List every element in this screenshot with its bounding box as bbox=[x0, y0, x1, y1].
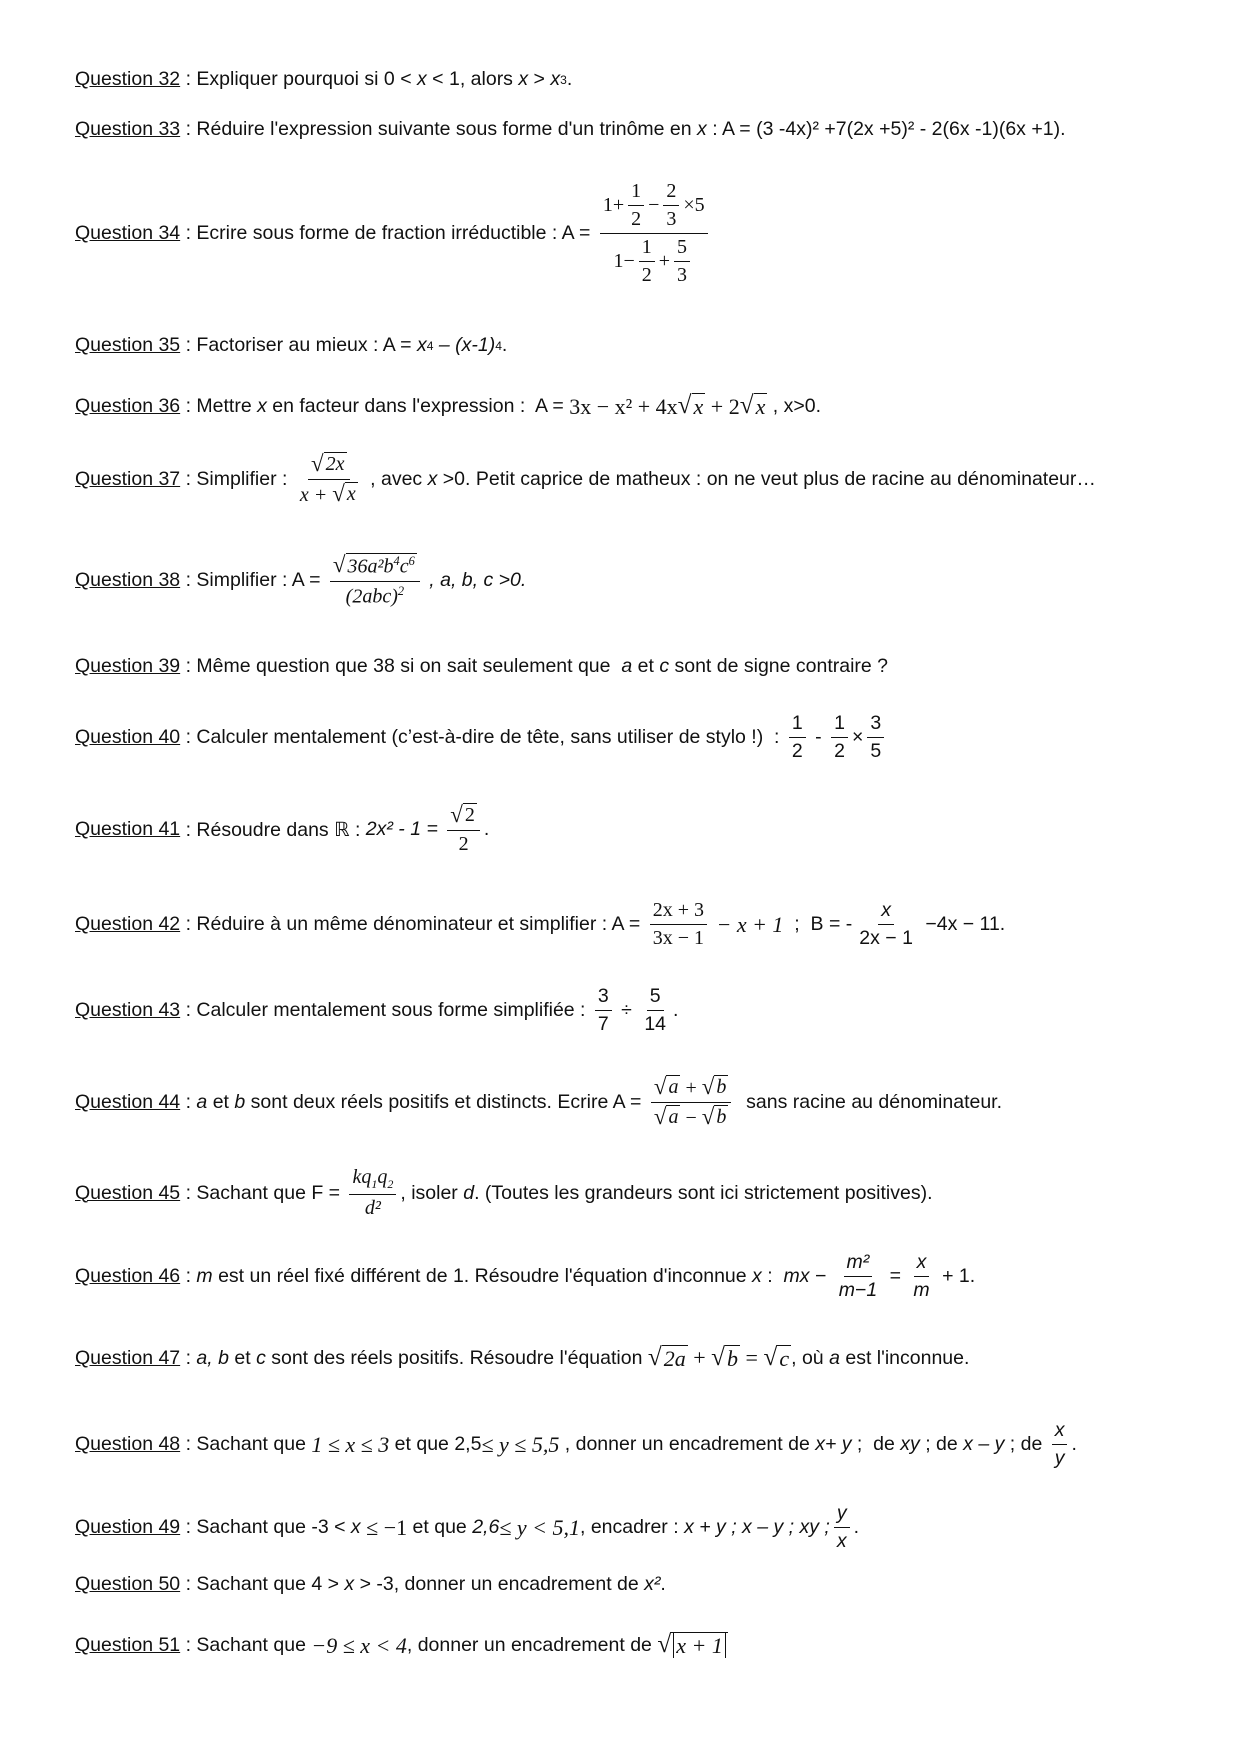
question-text: . bbox=[660, 1573, 666, 1595]
question-text: . bbox=[673, 999, 679, 1021]
radicand: 2x bbox=[325, 453, 345, 475]
absolute-value: x + 1 bbox=[673, 1633, 726, 1658]
num: 1 bbox=[639, 236, 655, 262]
question-49 bbox=[75, 1502, 859, 1553]
var: c bbox=[256, 1347, 266, 1369]
question-37 bbox=[75, 452, 1096, 507]
radicand: b bbox=[727, 1346, 739, 1371]
expression: 3x − x² + 4x bbox=[569, 393, 678, 419]
den: 5 bbox=[870, 740, 882, 762]
math-op: + bbox=[680, 1077, 702, 1099]
question-text: : Sachant que bbox=[180, 1634, 312, 1656]
num: 1 bbox=[628, 180, 644, 206]
question-text: , isoler bbox=[400, 1181, 464, 1204]
exponent: 4 bbox=[426, 338, 434, 353]
question-text: : Sachant que bbox=[180, 1433, 312, 1455]
radicand: c bbox=[779, 1346, 790, 1371]
radicand: a bbox=[668, 1106, 679, 1128]
question-text: , où bbox=[791, 1347, 830, 1369]
question-label: Question 46 bbox=[75, 1265, 181, 1287]
question-text: . bbox=[1071, 1433, 1077, 1455]
exponent: 2 bbox=[397, 583, 405, 598]
question-text: ; de bbox=[851, 1433, 901, 1455]
question-label: Question 42 bbox=[75, 913, 181, 935]
fraction: √ a + √ b √ a − √ b bbox=[651, 1075, 732, 1130]
question-47: Question 47 : a, b et c sont des réels positifs. Résoudre l'équation √ 2a + √ b = √ c , où a est l'inconnue. bbox=[75, 1343, 970, 1371]
question-label: Question 38 bbox=[75, 569, 181, 592]
var: x bbox=[344, 1573, 355, 1595]
var: x bbox=[697, 118, 707, 140]
radicand: x bbox=[346, 483, 356, 505]
question-label: Question 32 bbox=[75, 68, 181, 90]
question-48 bbox=[75, 1419, 1077, 1470]
math-op: - bbox=[809, 726, 828, 748]
question-text: < 1, alors bbox=[426, 68, 519, 90]
inequality: 2,6 bbox=[472, 1516, 500, 1538]
den: 7 bbox=[597, 1013, 609, 1035]
radicand: b bbox=[716, 1106, 727, 1128]
var: x bbox=[752, 1265, 762, 1287]
question-text: . bbox=[501, 334, 508, 356]
den: x bbox=[836, 1530, 847, 1552]
question-text: , donner un encadrement de bbox=[406, 1634, 658, 1656]
question-text: : Simplifier : A = bbox=[180, 569, 326, 592]
den: 2 bbox=[458, 833, 469, 855]
num: 1 bbox=[831, 712, 848, 738]
den: 2 bbox=[641, 264, 652, 286]
den: (2abc) bbox=[345, 585, 398, 608]
question-41: Question 41 : Résoudre dans ℝ : 2x² - 1 = √ 2 2 . bbox=[75, 802, 490, 855]
expression: x + y ; x – y ; xy ; bbox=[684, 1516, 830, 1538]
expression: x+ y bbox=[815, 1433, 852, 1455]
exponent: 6 bbox=[408, 554, 415, 568]
question-label: Question 44 bbox=[75, 1091, 181, 1113]
expression: + 2 bbox=[705, 393, 740, 419]
math-op: + bbox=[612, 194, 625, 216]
math-op: × bbox=[851, 726, 864, 748]
var: x bbox=[416, 334, 427, 356]
fraction: √ $36a^2b^4c^6$ $(2abc)^2$ bbox=[330, 553, 420, 608]
question-text: et que 2,5 bbox=[389, 1433, 482, 1455]
question-36 bbox=[75, 393, 821, 420]
question-label: Question 40 bbox=[75, 726, 181, 748]
math-one: 1 bbox=[602, 194, 613, 216]
math-op: ÷ bbox=[615, 999, 638, 1021]
radicand: x bbox=[755, 394, 766, 419]
den: 2 bbox=[631, 208, 642, 230]
question-38 bbox=[75, 553, 526, 608]
radicand: 36a²b bbox=[347, 555, 394, 578]
exponent: 4 bbox=[495, 338, 502, 353]
question-text: et que bbox=[407, 1516, 473, 1538]
question-text: : Résoudre dans ℝ : bbox=[180, 818, 366, 841]
expression: x² bbox=[644, 1573, 661, 1595]
question-text: sont des réels positifs. Résoudre l'équation bbox=[265, 1347, 648, 1369]
var: a bbox=[196, 1091, 208, 1113]
question-label: Question 48 bbox=[75, 1433, 181, 1455]
radicand: x bbox=[693, 394, 704, 419]
question-label: Question 39 bbox=[75, 655, 181, 677]
expression: : A = (3 -4x)² +7(2x +5)² - 2(6x -1)(6x +1). bbox=[706, 118, 1066, 140]
num: 1 bbox=[789, 712, 806, 738]
question-text: sont deux réels positifs et distincts. Ecrire A = bbox=[245, 1091, 647, 1113]
inequality: ≤ y < 5,1 bbox=[499, 1514, 580, 1540]
question-label: Question 51 bbox=[75, 1634, 181, 1656]
question-42 bbox=[75, 899, 1005, 950]
question-text: : Calculer mentalement sous forme simplifiée : bbox=[180, 999, 591, 1021]
expression: x – y bbox=[963, 1433, 1005, 1455]
math-one: 1 bbox=[613, 250, 624, 272]
inequality: 1 ≤ x ≤ 3 bbox=[311, 1431, 390, 1457]
var: d bbox=[463, 1181, 475, 1204]
num: 2x + 3 bbox=[650, 899, 707, 925]
question-43 bbox=[75, 985, 678, 1036]
math-op: − bbox=[623, 250, 635, 272]
var: x bbox=[518, 68, 529, 90]
question-text: , x>0. bbox=[767, 395, 822, 417]
question-text: . (Toutes les grandeurs sont ici strictement positives). bbox=[474, 1181, 933, 1204]
question-text: : Sachant que -3 < bbox=[180, 1516, 351, 1538]
var: b bbox=[234, 1091, 246, 1113]
subscript: 2 bbox=[387, 1177, 394, 1191]
radicand: a bbox=[668, 1076, 679, 1098]
question-label: Question 50 bbox=[75, 1573, 181, 1595]
question-46: Question 46 : m est un réel fixé différent de 1. Résoudre l'équation d'inconnue x : mx − $\frac{\text{m²}}{m-1}$ = $\frac{x}{m}$ + 1. bbox=[75, 1251, 976, 1301]
den: y bbox=[1054, 1447, 1065, 1469]
question-text: , avec bbox=[364, 468, 428, 490]
question-44: Question 44 : a et b sont deux réels positifs et distincts. Ecrire A = √ a + √ b √ a − √ b sans racine au dénominateur. bbox=[75, 1074, 1003, 1129]
question-32 bbox=[75, 68, 572, 91]
num: 5 bbox=[674, 236, 690, 262]
question-text: : Factoriser au mieux : A = bbox=[180, 334, 417, 356]
question-text: > bbox=[528, 68, 551, 90]
num: m² bbox=[844, 1251, 873, 1277]
var: m bbox=[196, 1265, 213, 1287]
math-op: = bbox=[740, 1345, 764, 1370]
var: x bbox=[350, 1516, 361, 1538]
den: 2 bbox=[791, 740, 803, 762]
num: y bbox=[834, 1502, 850, 1528]
num: x bbox=[914, 1251, 930, 1277]
math-op: − bbox=[680, 1107, 702, 1129]
question-label: Question 43 bbox=[75, 999, 181, 1021]
question-text: ; de bbox=[1004, 1433, 1048, 1455]
den: m−1 bbox=[838, 1279, 878, 1301]
question-label: Question 33 bbox=[75, 118, 181, 140]
den: 3 bbox=[677, 264, 688, 286]
question-text: ; de bbox=[919, 1433, 964, 1455]
question-label: Question 41 bbox=[75, 818, 181, 840]
question-text: : bbox=[761, 1265, 784, 1287]
question-text: , encadrer : bbox=[580, 1516, 685, 1538]
complex-fraction bbox=[600, 180, 708, 287]
den: d² bbox=[364, 1197, 381, 1219]
expression: xy bbox=[900, 1433, 920, 1455]
radicand: 2 bbox=[464, 804, 475, 826]
question-text: : Simplifier : bbox=[180, 468, 293, 490]
radicand: 2a bbox=[663, 1346, 686, 1371]
subscript: 1 bbox=[371, 1177, 378, 1191]
question-label: Question 45 bbox=[75, 1181, 181, 1204]
question-text: > -3, donner un encadrement de bbox=[354, 1573, 645, 1595]
exponent: 4 bbox=[393, 554, 400, 568]
question-text: et bbox=[207, 1091, 235, 1113]
question-text: : Sachant que F = bbox=[180, 1181, 346, 1204]
question-text: et bbox=[228, 1347, 257, 1369]
question-50 bbox=[75, 1573, 666, 1596]
expression: – (x-1) bbox=[433, 334, 496, 356]
var: x bbox=[257, 395, 267, 417]
question-45 bbox=[75, 1166, 933, 1220]
radicand: b bbox=[716, 1076, 727, 1098]
math-op: − bbox=[648, 194, 660, 216]
var: x bbox=[427, 468, 438, 490]
question-label: Question 36 bbox=[75, 395, 181, 417]
question-text: : Ecrire sous forme de fraction irréductible : A = bbox=[180, 222, 596, 244]
var: a, b bbox=[196, 1347, 229, 1369]
var: c bbox=[399, 555, 409, 578]
num: 3 bbox=[595, 985, 612, 1011]
var: a bbox=[621, 655, 633, 677]
question-33 bbox=[75, 118, 1065, 141]
num: 2 bbox=[663, 180, 679, 206]
num: kq bbox=[352, 1166, 372, 1188]
sqrt-x: √ x bbox=[739, 391, 766, 419]
den: 3 bbox=[666, 208, 677, 230]
question-text: , a, b, c >0. bbox=[423, 569, 527, 592]
question-35 bbox=[75, 334, 507, 357]
num: 5 bbox=[647, 985, 664, 1011]
math-op: ×5 bbox=[683, 194, 705, 216]
var: c bbox=[659, 655, 670, 677]
question-40 bbox=[75, 712, 888, 763]
question-text: sans racine au dénominateur. bbox=[735, 1091, 1003, 1113]
num: x bbox=[1052, 1419, 1068, 1445]
question-text: ; B = - bbox=[783, 913, 853, 935]
math-op: + bbox=[687, 1345, 712, 1370]
question-text: >0. Petit caprice de matheux : on ne veut plus de racine au dénominateur… bbox=[437, 468, 1096, 490]
exponent: 3 bbox=[560, 72, 567, 87]
question-text: : Sachant que 4 > bbox=[180, 1573, 345, 1595]
question-text: : Mettre bbox=[180, 395, 258, 417]
sqrt-x: √ x bbox=[677, 391, 704, 419]
question-39 bbox=[75, 655, 888, 678]
question-text: . bbox=[483, 818, 490, 840]
question-label: Question 37 bbox=[75, 468, 181, 490]
fraction: √ 2x x + √ x bbox=[299, 451, 356, 506]
num: 3 bbox=[867, 712, 884, 738]
den: m bbox=[913, 1279, 930, 1301]
question-label: Question 34 bbox=[75, 222, 181, 244]
inequality: −9 ≤ x < 4 bbox=[311, 1632, 407, 1658]
question-text: est l'inconnue. bbox=[839, 1347, 970, 1369]
math-op: = bbox=[884, 1265, 907, 1287]
question-text: : Même question que 38 si on sait seulement que bbox=[180, 655, 622, 677]
question-text: . bbox=[853, 1516, 859, 1538]
var: a bbox=[829, 1347, 840, 1369]
question-51: Question 51 : Sachant que −9 ≤ x < 4 , donner un encadrement de √ x + 1 bbox=[75, 1632, 728, 1659]
question-text: : Réduire à un même dénominateur et simplifier : A = bbox=[180, 913, 646, 935]
question-text: : Expliquer pourquoi si 0 < bbox=[180, 68, 418, 90]
expression: −4x − 11. bbox=[919, 913, 1006, 935]
question-text: : Calculer mentalement (c’est-à-dire de tête, sans utiliser de stylo !) : bbox=[180, 726, 785, 748]
num: q bbox=[377, 1166, 388, 1188]
question-text: . bbox=[566, 68, 573, 90]
inequality: ≤ y ≤ 5,5 bbox=[481, 1431, 560, 1457]
question-text: : Réduire l'expression suivante sous forme d'un trinôme en bbox=[180, 118, 698, 140]
den: 2x − 1 bbox=[859, 927, 913, 949]
question-text: et bbox=[632, 655, 660, 677]
expression: − x + 1 bbox=[710, 911, 784, 937]
inequality: ≤ −1 bbox=[360, 1514, 408, 1540]
expression: + 1. bbox=[936, 1265, 976, 1287]
question-text: , donner un encadrement de bbox=[559, 1433, 816, 1455]
var: x bbox=[417, 68, 427, 90]
equation: 2x² - 1 = bbox=[365, 818, 444, 840]
num: x bbox=[878, 899, 894, 925]
question-34 bbox=[75, 180, 712, 287]
question-text: est un réel fixé différent de 1. Résoudre l'équation d'inconnue bbox=[212, 1265, 753, 1287]
var: x bbox=[550, 68, 561, 90]
question-label: Question 49 bbox=[75, 1516, 181, 1538]
question-label: Question 35 bbox=[75, 334, 181, 356]
expression: mx − bbox=[783, 1265, 832, 1287]
question-text: sont de signe contraire ? bbox=[669, 655, 889, 677]
den: 3x − 1 bbox=[652, 927, 704, 949]
math-op: + bbox=[658, 250, 671, 272]
den: x + bbox=[299, 484, 333, 506]
question-text: en facteur dans l'expression : A = bbox=[266, 395, 570, 417]
den: 2 bbox=[834, 740, 845, 762]
question-label: Question 47 bbox=[75, 1347, 181, 1369]
den: 14 bbox=[644, 1013, 667, 1035]
